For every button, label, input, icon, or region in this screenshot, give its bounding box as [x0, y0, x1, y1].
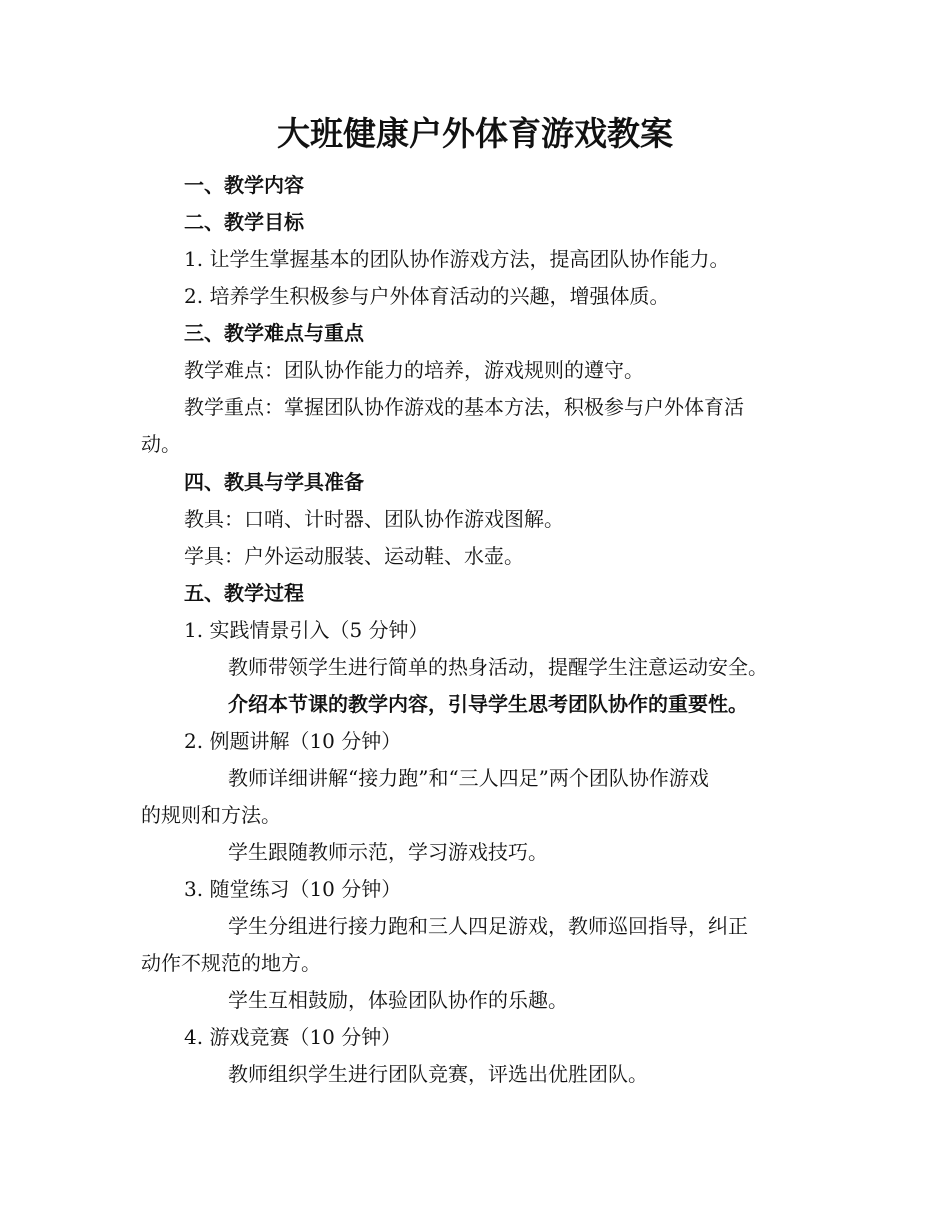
step-paragraph-continued: 的规则和方法。 [141, 803, 281, 827]
step-paragraph: 学生跟随教师示范，学习游戏技巧。 [228, 840, 548, 864]
section-heading-process: 五、教学过程 [184, 581, 304, 605]
document-title: 大班健康户外体育游戏教案 [277, 114, 673, 153]
step-paragraph-bold: 介绍本节课的教学内容，引导学生思考团队协作的重要性。 [228, 692, 748, 716]
key-point-text-continued: 动。 [141, 432, 181, 456]
step-paragraph: 教师详细讲解“接力跑”和“三人四足”两个团队协作游戏 [228, 766, 709, 790]
step-paragraph: 学生分组进行接力跑和三人四足游戏，教师巡回指导，纠正 [228, 914, 748, 938]
step-paragraph: 教师组织学生进行团队竞赛，评选出优胜团队。 [228, 1062, 648, 1086]
step-heading: 4. 游戏竞赛（10 分钟） [184, 1025, 402, 1049]
step-heading: 3. 随堂练习（10 分钟） [184, 877, 402, 901]
section-heading-difficulty: 三、教学难点与重点 [184, 321, 364, 345]
section-heading-content: 一、教学内容 [184, 173, 304, 197]
step-paragraph-continued: 动作不规范的地方。 [141, 951, 321, 975]
teacher-tools-text: 教具：口哨、计时器、团队协作游戏图解。 [184, 507, 564, 531]
step-paragraph: 学生互相鼓励，体验团队协作的乐趣。 [228, 988, 568, 1012]
section-heading-goals: 二、教学目标 [184, 210, 304, 234]
goal-item: 1. 让学生掌握基本的团队协作游戏方法，提高团队协作能力。 [184, 247, 730, 271]
key-point-text: 教学重点：掌握团队协作游戏的基本方法，积极参与户外体育活 [184, 395, 744, 419]
step-heading: 1. 实践情景引入（5 分钟） [184, 618, 429, 642]
goal-item: 2. 培养学生积极参与户外体育活动的兴趣，增强体质。 [184, 284, 670, 308]
student-tools-text: 学具：户外运动服装、运动鞋、水壶。 [184, 544, 524, 568]
difficulty-text: 教学难点：团队协作能力的培养，游戏规则的遵守。 [184, 358, 644, 382]
step-paragraph: 教师带领学生进行简单的热身活动，提醒学生注意运动安全。 [228, 655, 768, 679]
section-heading-materials: 四、教具与学具准备 [184, 470, 364, 494]
step-heading: 2. 例题讲解（10 分钟） [184, 729, 402, 753]
